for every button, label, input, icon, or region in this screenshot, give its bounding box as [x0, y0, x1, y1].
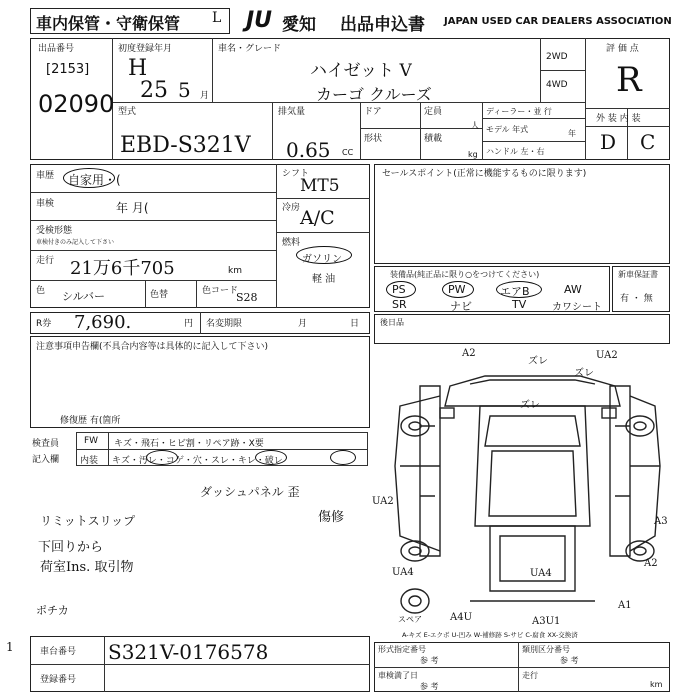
shift-value: MT5 — [300, 176, 340, 196]
history-label: 車歴 — [36, 171, 55, 181]
mileage-value: 21万6千705 — [70, 258, 175, 279]
exterior-interior-label: 外 装 内 装 — [596, 114, 641, 124]
form-title: 出品申込書 — [340, 15, 425, 35]
color-value: シルバー — [62, 290, 105, 303]
shift-label: シフト — [282, 169, 310, 179]
fuel-gas: ガソリン — [302, 254, 342, 265]
color-code-value: S28 — [236, 291, 258, 304]
note-poti: ポチカ — [36, 604, 69, 617]
mark-ua4-mid: UA4 — [530, 568, 552, 579]
category-label: 類別区分番号 — [522, 645, 570, 654]
accepted-note: 車検付きのみ記入して下さい — [36, 239, 115, 246]
mark-a3: A3 — [654, 516, 668, 527]
reg-year: 25 — [140, 78, 168, 103]
warranty-options: 有 ・ 無 — [620, 294, 653, 304]
model-grade: カーゴ クルーズ — [316, 85, 432, 104]
fuel-diesel: 軽 油 — [312, 274, 336, 285]
name-change-label: 名変期限 — [206, 319, 243, 329]
handle-label: ハンドル 左・右 — [486, 147, 545, 156]
fuel-label: 燃料 — [282, 238, 301, 248]
association-name: JAPAN USED CAR DEALERS ASSOCIATION — [444, 16, 672, 27]
equip-ps-circle — [386, 281, 416, 298]
accepted-shape-label: 受検形態 — [36, 226, 73, 236]
storage-mark: L — [212, 10, 222, 26]
cc-unit: CC — [342, 148, 354, 157]
sales-points-label: セールスポイント(正常に機能するものに限ります) — [382, 169, 587, 179]
history-circle — [63, 168, 115, 188]
mark-a1: A1 — [618, 600, 632, 611]
storage-label: 車内保管・守衛保管 — [36, 14, 181, 33]
kg-unit: kg — [468, 150, 478, 159]
drive-4wd: 4WD — [546, 80, 568, 90]
equip-ps: PS — [392, 283, 406, 296]
note-underbody: 下回りから — [38, 540, 104, 555]
category-ref: 参 考 — [560, 656, 579, 665]
score-value: R — [616, 60, 642, 100]
damage-legend: A-キズ E-エクボ U-凹み W-補修跡 S-サビ C-腐食 XX-交換済 — [402, 631, 578, 639]
interior-items: キズ・汚レ・コゲ・穴・スレ・キレ・破レ — [112, 456, 283, 466]
equip-pw: PW — [448, 283, 466, 296]
inspector-label: 検査員 — [32, 439, 60, 449]
mileage-ref-unit: km — [650, 680, 663, 689]
warranty-label: 新車保証書 — [618, 270, 658, 279]
dealer-label: ディーラー・並 行 — [486, 107, 552, 116]
mileage-ref-label: 走行 — [522, 671, 538, 680]
registration-label: 登録番号 — [40, 675, 77, 685]
capacity-label: 定員 — [424, 107, 443, 117]
repair-history-label: 修復歴 有(箇所 — [60, 416, 121, 426]
model-code-label: 型式 — [118, 107, 137, 117]
region-label: 愛知 — [282, 15, 316, 35]
spare-label: スペア — [398, 615, 422, 624]
shape-label: 形状 — [364, 134, 383, 144]
equipment-label: 装備品(純正品に限り○をつけてください) — [390, 270, 540, 279]
mark-a4u: A4U — [450, 612, 473, 623]
equip-pw-circle — [442, 281, 474, 298]
equip-airbag: エアB — [500, 285, 530, 298]
mileage-label: 走行 — [36, 256, 55, 266]
yen-label: 円 — [184, 319, 194, 329]
model-name: ハイゼット V — [310, 61, 412, 81]
inspection-expiry-label: 車検満了日 — [378, 671, 418, 680]
load-label: 積載 — [424, 134, 443, 144]
mark-ua4-left: UA4 — [392, 567, 414, 578]
model-code: EBD-S321V — [120, 133, 251, 158]
car-damage-diagram — [380, 346, 670, 636]
equip-airbag-circle — [496, 281, 542, 298]
inspection-expiry-ref: 参 考 — [420, 682, 439, 691]
displacement-value: 0.65 — [286, 138, 331, 162]
year-unit: 年 — [568, 129, 576, 138]
ac-label: 冷房 — [282, 203, 301, 213]
attention-label: 注意事項申告欄(不具合内容等は具体的に記入して下さい) — [36, 342, 269, 352]
equip-aw: AW — [564, 283, 582, 296]
ju-logo: JU — [246, 8, 273, 33]
mark-u-top: ズレ — [528, 356, 548, 367]
name-change-day: 日 — [350, 319, 360, 329]
km-label: km — [228, 266, 242, 276]
equip-tv: TV — [512, 298, 527, 311]
page-mark: 1 — [6, 640, 14, 654]
first-registration-label: 初度登録年月 — [118, 44, 173, 54]
lot-number-label: 出品番号 — [38, 44, 75, 54]
history-value: 自家用・( — [68, 173, 121, 187]
interior-label: 内装 — [80, 456, 99, 466]
fw-label: FW — [84, 436, 99, 446]
doors-label: ドア — [364, 107, 382, 117]
interior-value: C — [640, 130, 656, 154]
inspection-year-month: 年 月( — [116, 201, 149, 215]
mark-a2-top: A2 — [462, 348, 476, 359]
equip-navi: ナビ — [450, 300, 472, 313]
back-card-label: 後日品 — [380, 318, 404, 327]
equip-sr: SR — [392, 298, 407, 311]
color-code-label: 色コード — [202, 286, 239, 296]
note-limit-slip: リミットスリップ — [40, 514, 136, 528]
note-repair: 傷修 — [318, 510, 345, 525]
chassis-value: S321V-0176578 — [108, 640, 269, 664]
ac-value: A/C — [300, 207, 335, 229]
equip-seat: カワシート — [552, 302, 602, 313]
color-change-label: 色替 — [150, 290, 169, 300]
shape-approval-label: 形式指定番号 — [378, 645, 426, 654]
mark-a3u1: A3U1 — [532, 616, 561, 627]
mark-u-right: ズレ — [574, 368, 594, 379]
inspection-label: 車検 — [36, 199, 55, 209]
score-label: 評 価 点 — [606, 44, 639, 54]
recycle-value: 7,690. — [74, 312, 132, 333]
reg-month: 5 — [178, 78, 191, 102]
interior-circle-c — [330, 450, 356, 465]
shape-approval-ref: 参 考 — [420, 656, 439, 665]
back-card-box — [374, 314, 670, 344]
lot-number: 02090 — [38, 90, 115, 118]
lot-bracket: [2153] — [46, 62, 90, 77]
exterior-value: D — [600, 130, 617, 154]
reg-month-unit: 月 — [200, 91, 210, 101]
mark-u-roof: ズレ — [520, 400, 540, 411]
displacement-label: 排気量 — [278, 107, 306, 117]
fuel-gas-circle — [296, 246, 352, 264]
recycle-label: R券 — [36, 319, 52, 329]
interior-circle-b — [255, 450, 287, 465]
entry-column-label: 記入欄 — [32, 455, 60, 465]
name-change-month: 月 — [298, 319, 308, 329]
mark-a2-right: A2 — [644, 558, 658, 569]
reg-era: H — [128, 56, 148, 81]
note-dash-panel: ダッシュパネル 歪 — [200, 485, 300, 499]
person-unit: 人 — [471, 121, 479, 130]
mark-ua2-left: UA2 — [372, 496, 394, 507]
drive-2wd: 2WD — [546, 52, 568, 62]
model-year-label: モデル 年式 — [486, 125, 529, 134]
chassis-label: 車台番号 — [40, 647, 77, 657]
note-cargo: 荷室Ins. 取引物 — [40, 560, 134, 575]
model-grade-label: 車名・グレード — [218, 44, 282, 54]
sales-points-box — [374, 164, 670, 264]
fw-items: キズ・飛石・ヒビ割・リペア跡・X要 — [114, 439, 264, 449]
interior-circle-a — [146, 450, 178, 465]
color-label: 色 — [36, 286, 46, 296]
mark-ua2-top: UA2 — [596, 350, 618, 361]
